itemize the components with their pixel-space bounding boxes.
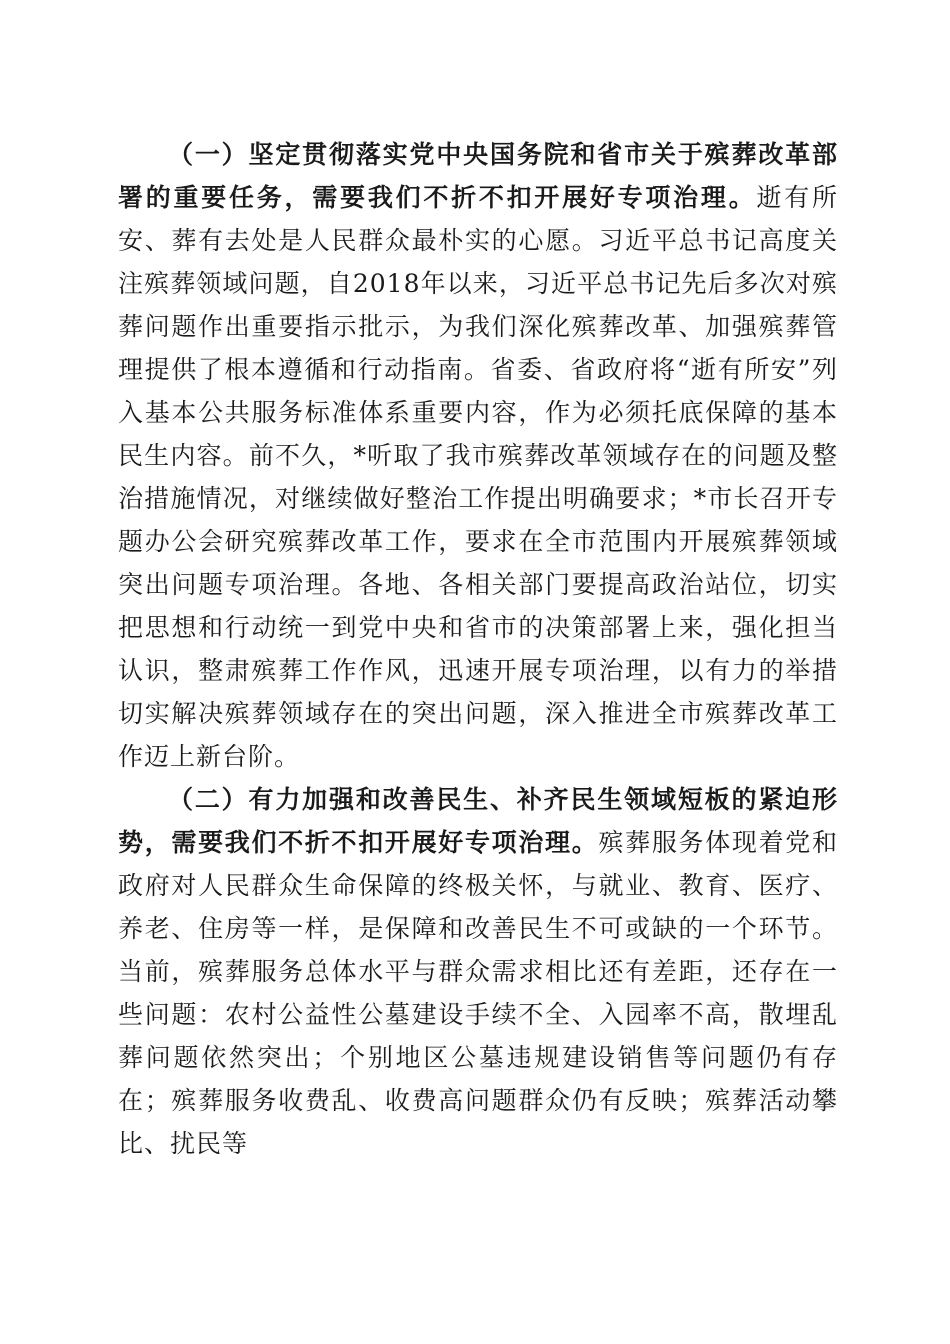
document-body <box>118 133 838 1165</box>
paragraph-2 <box>118 778 838 1165</box>
paragraph-1-lead: （一）坚定贯彻落实党中央国务院和省市关于殡葬改革部署的重要任务，需要我们不折不扣开展好专项治理。 <box>118 140 838 212</box>
paragraph-2-body: 殡葬服务体现着党和政府对人民群众生命保障的终极关怀，与就业、教育、医疗、养老、住房等一样，是保障和改善民生不可或缺的一个环节。当前，殡葬服务总体水平与群众需求相比还有差距，还存在一些问题：农村公益性公墓建设手续不全、入园率不高，散埋乱葬问题依然突出；个别地区公墓违规建设销售等问题仍有存在；殡葬服务收费乱、收费高问题群众仍有反映；殡葬活动攀比、扰民等 <box>118 828 838 1158</box>
paragraph-2-lead: （二）有力加强和改善民生、补齐民生领域短板的紧迫形势，需要我们不折不扣开展好专项治理。 <box>118 785 838 857</box>
paragraph-1 <box>118 133 838 778</box>
paragraph-1-body: 逝有所安、葬有去处是人民群众最朴实的心愿。习近平总书记高度关注殡葬领域问题，自2018年以来，习近平总书记先后多次对殡葬问题作出重要指示批示，为我们深化殡葬改革、加强殡葬管理提供了根本遵循和行动指南。省委、省政府将“逝有所安”列入基本公共服务标准体系重要内容，作为必须托底保障的基本民生内容。前不久，*听取了我市殡葬改革领域存在的问题及整治措施情况，对继续做好整治工作提出明确要求；*市长召开专题办公会研究殡葬改革工作，要求在全市范围内开展殡葬领域突出问题专项治理。各地、各相关部门要提高政治站位，切实把思想和行动统一到党中央和省市的决策部署上来，强化担当认识，整肃殡葬工作作风，迅速开展专项治理，以有力的举措切实解决殡葬领域存在的突出问题，深入推进全市殡葬改革工作迈上新台阶。 <box>118 183 838 771</box>
